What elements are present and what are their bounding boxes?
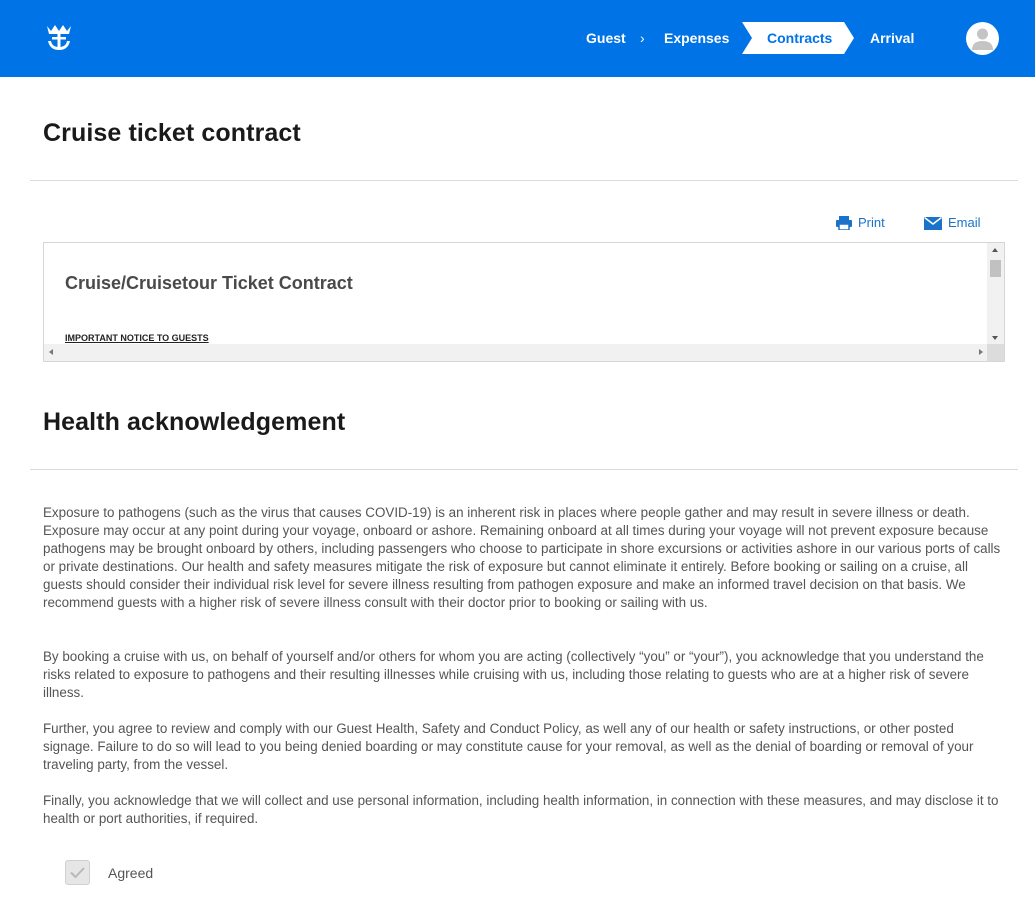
top-header (0, 0, 1035, 77)
health-paragraph-4: Finally, you acknowledge that we will collect and use personal information, including health information, in connection with these measures, and may disclose it to health or port authorities, if required. (43, 793, 999, 826)
agreed-checkbox[interactable] (65, 860, 90, 885)
scrollbar-corner (987, 344, 1004, 361)
step-arrival[interactable]: Arrival (870, 30, 915, 46)
email-label: Email (948, 215, 981, 230)
contract-document-viewer[interactable] (43, 242, 1005, 362)
scroll-up-icon[interactable] (992, 248, 998, 252)
print-label: Print (858, 215, 885, 230)
health-paragraph-3: Further, you agree to review and comply with our Guest Health, Safety and Conduct Policy, as well any of our health or safety instructions, or other posted signage. Failure to do so will lead to you being denied boarding or may constitute cause for your removal, as well as the denial of boarding or removal of your traveling party, from the vessel. (43, 721, 974, 772)
health-paragraph-1: Exposure to pathogens (such as the virus that causes COVID-19) is an inherent risk in places where people gather and may result in severe illness or death. Exposure may occur at any point during your voyage, onboard or ashore. Remaining onboard at all times during your voyage will not prevent exposure because pathogens may be brought onboard by others, including passengers who choose to participate in shore excursions or activities ashore in our various ports of calls or private destinations. Our health and safety measures mitigate the risk of exposure but cannot eliminate it entirely. Before booking or sailing on a cruise, all guests should consider their individual risk level for severe illness resulting from pathogen exposure and make an informed travel decision on that basis. We recommend guests with a higher risk of severe illness consult with their doctor prior to booking or sailing with us. (43, 505, 1001, 610)
chevron-right-icon: › (640, 30, 645, 46)
step-guest[interactable]: Guest (586, 30, 626, 46)
step-expenses[interactable]: Expenses (664, 30, 730, 46)
printer-icon (836, 216, 852, 230)
step-contracts[interactable] (742, 22, 854, 54)
crown-anchor-icon[interactable] (42, 20, 76, 54)
health-section-title: Health acknowledgement (43, 408, 346, 436)
scroll-right-icon[interactable] (979, 349, 983, 355)
scroll-down-icon[interactable] (992, 336, 998, 340)
print-button[interactable] (836, 214, 885, 232)
agreed-label: Agreed (108, 865, 154, 881)
vertical-scrollbar[interactable] (987, 243, 1004, 345)
checkmark-icon (66, 861, 89, 884)
step-contracts-label: Contracts (767, 30, 833, 46)
health-paragraph-2: By booking a cruise with us, on behalf of yourself and/or others for whom you are acting (collectively “you” or “your”), you acknowledge that you understand the risks related to exposure to pathogens and their resulting illnesses while cruising with us, including those relating to guests who are at a higher risk of severe illness. (43, 649, 984, 700)
document-notice: IMPORTANT NOTICE TO GUESTS (65, 333, 209, 343)
email-button[interactable] (924, 214, 981, 232)
section-divider (30, 180, 1018, 181)
horizontal-scrollbar[interactable] (44, 344, 988, 361)
user-avatar-icon[interactable] (966, 22, 999, 55)
scroll-left-icon[interactable] (49, 349, 53, 355)
contract-section-title: Cruise ticket contract (43, 119, 301, 147)
scroll-thumb[interactable] (990, 260, 1001, 277)
section-divider (30, 469, 1018, 470)
document-title: Cruise/Cruisetour Ticket Contract (65, 273, 353, 293)
envelope-icon (924, 217, 942, 230)
